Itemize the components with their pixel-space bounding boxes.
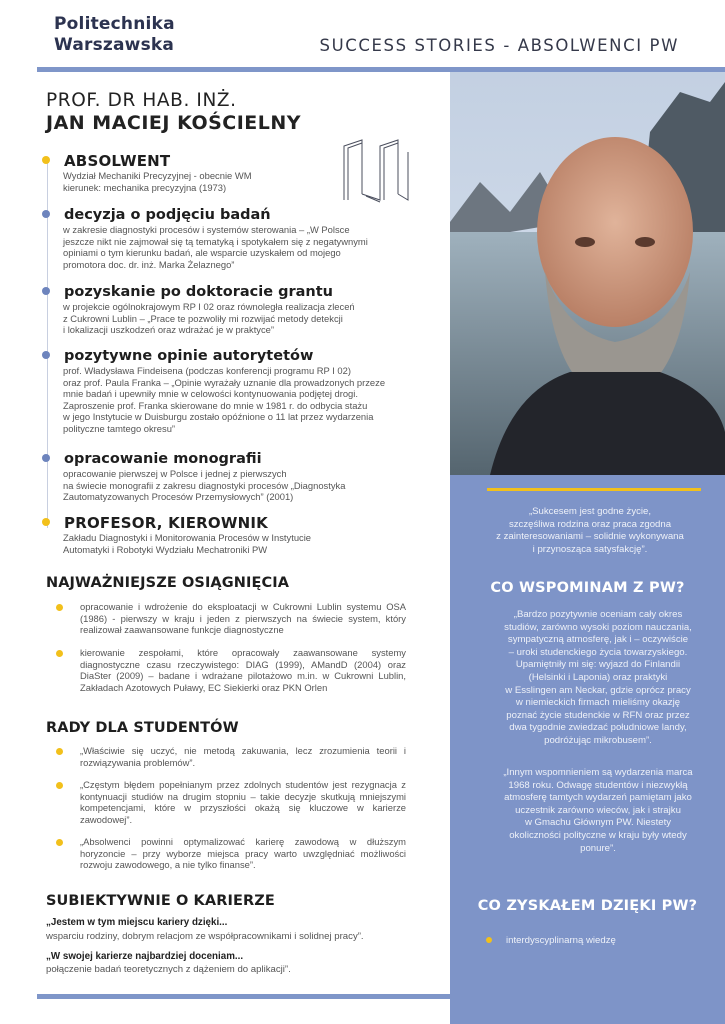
page-header-title: SUCCESS STORIES - ABSOLWENCI PW — [319, 36, 679, 55]
text-line: ponure”. — [580, 842, 616, 854]
achievement-text: opracowanie i wdrożenie do eksploatacji w Cukrowni Lublin systemu OSA (1986) - pierwszy w kraju i jeden z pierwszych na świecie system, który realizował zaawansowane funkcje diagnostyczne — [80, 601, 406, 636]
quote-line: szczęśliwa rodzina oraz praca zgodna — [508, 518, 672, 530]
bullet-icon — [486, 937, 492, 943]
text-line: Automatyki i Robotyki Wydziału Mechatroniki PW — [63, 543, 268, 555]
timeline-dot-icon — [42, 156, 50, 164]
text-line: „Innym wspomnieniem są wydarzenia marca — [503, 767, 693, 778]
career-question-1: „Jestem w tym miejscu kariery dzięki... — [46, 917, 228, 928]
logo-line-1: Politechnika — [54, 14, 175, 34]
text-line: oraz prof. Paula Franka – „Opinie wyrażały uznanie dla prowadzonych przeze — [63, 376, 386, 388]
text-line: Upamiętniły mi się: wyjazd do Finlandii — [515, 659, 681, 671]
timeline-title: pozyskanie po doktoracie grantu — [64, 284, 334, 300]
memories-heading: CO WSPOMINAM Z PW? — [490, 580, 685, 596]
timeline-item — [42, 152, 442, 193]
text-line: dwa tygodnie zwiedzać południowe landy, — [509, 722, 687, 734]
timeline-text — [63, 301, 442, 336]
text-line: podróżując mikrobusem”. — [544, 734, 652, 746]
portrait-photo — [450, 72, 725, 475]
advice-item — [56, 779, 406, 825]
career-question-2: „W swojej karierze najbardziej doceniam... — [46, 951, 244, 962]
text-line: polityczne tamtego okresu” — [63, 422, 176, 434]
career-heading: SUBIEKTYWNIE O KARIERZE — [46, 893, 275, 909]
memories-paragraph-1 — [478, 609, 718, 748]
advice-text: „Częstym błędem popełnianym przez zdolnych studentów jest rezygnacja z kontynuacji studiów na drugim stopniu – takie decyzje skutkują mniejszymi kompetencjami, które w przyszłości okażą się kluczowe w karierze zawodowej”. — [80, 779, 406, 825]
timeline-text — [63, 365, 442, 435]
text-line: Zautomatyzowanych Procesów Przemysłowych” (2001) — [63, 491, 294, 503]
career-answer-2: połączenie badań teoretycznych z dążeniem do aplikacji”. — [46, 964, 291, 975]
career-answer-1: wsparciu rodziny, dobrym relacjom ze współpracownikami i solidnej pracy”. — [46, 931, 364, 942]
timeline-dot-icon — [42, 518, 50, 526]
timeline-text — [63, 224, 442, 270]
gained-item-text: interdyscyplinarną wiedzę — [506, 935, 616, 946]
memories-paragraph-2 — [478, 767, 718, 855]
text-line: promotora doc. dr. inż. Marka Żelaznego” — [63, 258, 235, 270]
timeline-title: pozytywne opinie autorytetów — [64, 348, 314, 364]
achievement-item — [56, 647, 406, 693]
text-line: i lokalizacji uszkodzeń oraz wdrażać je w praktyce” — [63, 324, 275, 336]
text-line: 1968 roku. Odwagę studentów i niezwykłą — [508, 779, 688, 791]
achievement-item — [56, 601, 406, 636]
timeline-item — [42, 450, 442, 503]
text-line: Zakładu Diagnostyki i Monitorowania Procesów w Instytucie — [63, 532, 312, 543]
achievement-text: kierowanie zespołami, które opracowały zaawansowane systemy diagnostyczne czasu rzeczywistego: DIAG (1999), AMandD (2004) oraz DiaSter (2009) – badane i wdrażane pilotażowo m.in. w Cukrowni Lublin, Zakładach Azotowych Puławy, EC Siekierki oraz PKN Orlen — [80, 647, 406, 693]
timeline-item — [42, 206, 442, 270]
logo-line-2: Warszawska — [54, 35, 175, 55]
text-line: na świecie monografii z zakresu diagnostyki procesów „Diagnostyka — [63, 479, 346, 491]
text-line: kierunek: mechanika precyzyjna (1973) — [63, 181, 227, 193]
text-line: (Helsinki i Laponia) oraz praktyki — [528, 671, 668, 683]
person-title: PROF. DR HAB. INŻ. — [46, 90, 237, 111]
text-line: w Esslingen am Neckar, gdzie oprócz pracy — [505, 684, 691, 696]
advice-heading: RADY DLA STUDENTÓW — [46, 720, 239, 736]
text-line: opiniami o tym kierunku badań, ale wsparcie uzyskałem od mojego — [63, 247, 341, 259]
text-line: studiów, zarówno wysoki poziom nauczania, — [504, 621, 692, 633]
timeline-title: decyzja o podjęciu badań — [64, 207, 271, 223]
timeline-title: opracowanie monografii — [64, 451, 262, 467]
text-line: w projekcie ogólnokrajowym RP I 02 oraz równoległa realizacja zleceń — [63, 301, 355, 312]
timeline-text — [63, 532, 442, 555]
bullet-icon — [56, 604, 63, 611]
gained-heading: CO ZYSKAŁEM DZIĘKI PW? — [477, 898, 698, 914]
gained-item — [486, 935, 616, 946]
timeline-text — [63, 170, 442, 193]
text-line: „Bardzo pozytywnie oceniam cały okres — [513, 609, 683, 620]
timeline-text — [63, 468, 442, 503]
bullet-icon — [56, 748, 63, 755]
quote-divider — [487, 488, 701, 491]
timeline-title: PROFESOR, KIEROWNIK — [64, 514, 268, 532]
text-line: poznać życie studenckie w RFN oraz przez — [506, 709, 690, 721]
page-header — [0, 0, 725, 70]
text-line: Wydział Mechaniki Precyzyjnej - obecnie WM — [63, 170, 252, 181]
advice-item — [56, 745, 406, 768]
text-line: – uroki studenckiego życia towarzyskiego. — [508, 646, 688, 658]
timeline-item — [42, 283, 442, 336]
text-line: opracowanie pierwszej w Polsce i jednej z pierwszych — [63, 468, 287, 479]
advice-text: „Absolwenci powinni optymalizować karierę zawodową w dłuższym horyzoncie – przy wyborze miejsca pracy warto uwzględniać możliwości rozwoju zawodowego, a nie tylko finanse”. — [80, 836, 406, 871]
bullet-icon — [56, 650, 63, 657]
timeline-dot-icon — [42, 351, 50, 359]
timeline-title: ABSOLWENT — [64, 152, 171, 170]
text-line: prof. Władysława Findeisena (podczas konferencji programu RP I 02) — [63, 365, 351, 376]
bullet-icon — [56, 782, 63, 789]
advice-item — [56, 836, 406, 871]
bullet-icon — [56, 839, 63, 846]
quote-line: z zainteresowaniami – solidnie wykonywana — [496, 531, 684, 542]
quote-line: i przynosząca satysfakcję”. — [532, 543, 648, 555]
text-line: w Gmachu Głównym PW. Niestety — [524, 817, 672, 829]
text-line: jeszcze nikt nie zajmował się tą tematyką i spotykałem się z negatywnymi — [63, 235, 368, 247]
text-line: w jego Instytucie w Duisburgu zostało opóźnione o 11 lat przez wydarzenia — [63, 411, 374, 423]
university-logo — [54, 14, 175, 56]
text-line: sympatyczną atmosferę, jak i – oczywiście — [507, 634, 689, 646]
achievements-heading: NAJWAŻNIEJSZE OSIĄGNIĘCIA — [46, 575, 290, 591]
timeline-dot-icon — [42, 287, 50, 295]
footer-divider — [37, 994, 450, 999]
timeline-item — [42, 514, 442, 555]
timeline-dot-icon — [42, 454, 50, 462]
quote-line: „Sukcesem jest godne życie, — [528, 506, 652, 517]
text-line: atmosferę tamtych wydarzeń pamiętam jako — [504, 792, 692, 804]
text-line: okoliczności polityczne w kraju były wtedy — [509, 829, 687, 841]
person-name: JAN MACIEJ KOŚCIELNY — [46, 112, 302, 134]
text-line: uczestnik zarówno wieców, jak i strajku — [515, 804, 681, 816]
text-line: z Cukrowni Lublin – „Prace te pozwoliły mi rozwijać metody detekcji — [63, 312, 343, 324]
motto-quote — [470, 506, 710, 556]
timeline-item — [42, 347, 442, 435]
text-line: Zaproszenie prof. Franka skierowane do mnie w 1981 r. do odbycia stażu — [63, 399, 368, 411]
text-line: w niemieckich firmach mieliśmy okazję — [515, 697, 681, 709]
advice-text: „Właściwie się uczyć, nie metodą zakuwania, lecz zrozumienia teorii i rozwiązywania problemów”. — [80, 745, 406, 768]
timeline-dot-icon — [42, 210, 50, 218]
text-line: w zakresie diagnostyki procesów i systemów sterowania – „W Polsce — [63, 224, 350, 235]
text-line: mnie badań i upewniły mnie w celowości kontynuowania podjętej drogi. — [63, 388, 358, 400]
